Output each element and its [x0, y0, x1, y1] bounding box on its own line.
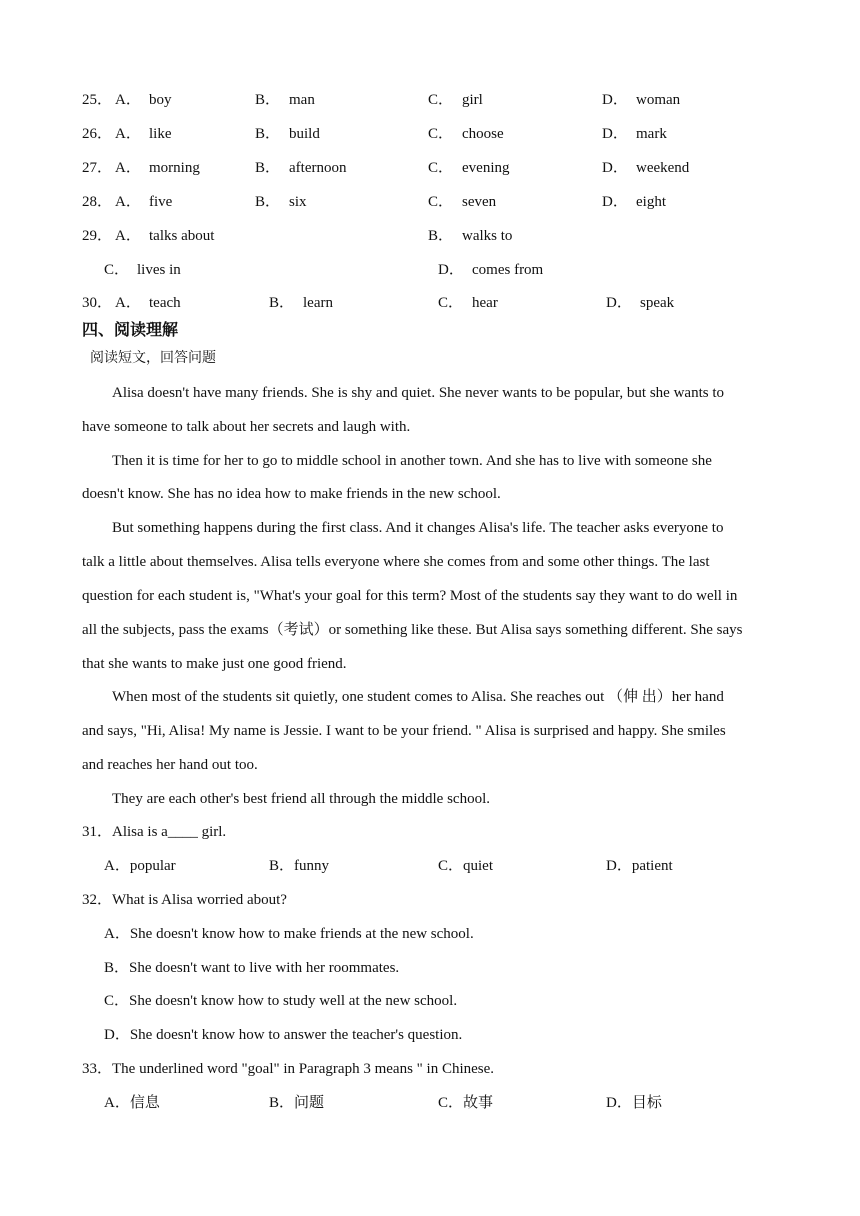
option-letter-d: D． — [602, 160, 628, 176]
option-b: man — [289, 92, 315, 108]
option-c: hear — [472, 295, 498, 311]
question-stem: 33．The underlined word "goal" in Paragraph 3 means " in Chinese. — [82, 1061, 495, 1077]
option-c: girl — [462, 92, 483, 108]
option-letter-b: B． — [255, 126, 281, 142]
option-b: walks to — [462, 228, 513, 244]
option-letter-c: C． — [428, 126, 454, 142]
option-letter-a: A． — [115, 228, 141, 244]
option-letter-a: A． — [115, 92, 141, 108]
option-d: mark — [636, 126, 667, 142]
option-d: D．She doesn't know how to answer the teacher's question. — [104, 1027, 463, 1043]
instruction-text: 阅读短文，回答问题 — [90, 350, 216, 366]
option-d: eight — [636, 194, 666, 210]
option-d: comes from — [472, 262, 544, 278]
option-letter-d: D． — [602, 92, 628, 108]
question-stem: 31．Alisa is a____ girl. — [82, 824, 227, 840]
option-d: D．patient — [606, 858, 673, 874]
option-b: B．问题 — [269, 1095, 325, 1111]
section-title: 四、阅读理解 — [82, 320, 179, 339]
option-c: C．故事 — [438, 1095, 494, 1111]
option-letter-c: C． — [428, 160, 454, 176]
option-letter-c: C． — [438, 295, 464, 311]
option-letter-a: A． — [115, 126, 141, 142]
option-d: D．目标 — [606, 1095, 662, 1111]
option-letter-b: B． — [255, 92, 281, 108]
option-letter-b: B． — [255, 160, 281, 176]
option-letter-c: C． — [428, 92, 454, 108]
question-stem: 32．What is Alisa worried about? — [82, 892, 287, 908]
option-letter-c: C． — [428, 194, 454, 210]
option-c: lives in — [137, 262, 181, 278]
option-letter-d: D． — [602, 126, 628, 142]
option-letter-d: D． — [438, 262, 464, 278]
question-number: 27． — [82, 160, 113, 176]
question-number: 25． — [82, 92, 113, 108]
passage-line: They are each other's best friend all through the middle school. — [112, 791, 490, 807]
passage-line: and says, "Hi, Alisa! My name is Jessie. I want to be your friend. " Alisa is surprised and happy. She smiles — [82, 723, 726, 739]
option-a: teach — [149, 295, 181, 311]
option-letter-c: C． — [104, 262, 130, 278]
passage-line: and reaches her hand out too. — [82, 757, 258, 773]
option-a: like — [149, 126, 172, 142]
passage-line: Then it is time for her to go to middle school in another town. And she has to live with someone she — [112, 453, 712, 469]
option-b: six — [289, 194, 307, 210]
option-letter-b: B． — [428, 228, 454, 244]
option-letter-d: D． — [602, 194, 628, 210]
option-c: C．She doesn't know how to study well at the new school. — [104, 993, 458, 1009]
passage-line: all the subjects, pass the exams（考试）or something like these. But Alisa says something different. She says — [82, 622, 743, 638]
question-number: 30． — [82, 295, 113, 311]
option-d: woman — [636, 92, 681, 108]
option-a: five — [149, 194, 173, 210]
option-c: seven — [462, 194, 497, 210]
option-a: A．popular — [104, 858, 176, 874]
option-letter-a: A． — [115, 295, 141, 311]
option-b: afternoon — [289, 160, 347, 176]
question-number: 29． — [82, 228, 113, 244]
passage-line: Alisa doesn't have many friends. She is shy and quiet. She never wants to be popular, but she wants to — [112, 385, 724, 401]
option-a: talks about — [149, 228, 215, 244]
option-b: B．funny — [269, 858, 330, 874]
passage-line: But something happens during the first class. And it changes Alisa's life. The teacher asks everyone to — [112, 520, 724, 536]
passage-line: doesn't know. She has no idea how to make friends in the new school. — [82, 486, 501, 502]
option-letter-a: A． — [115, 194, 141, 210]
option-a: A．She doesn't know how to make friends at the new school. — [104, 926, 474, 942]
passage-line: that she wants to make just one good friend. — [82, 656, 347, 672]
option-d: weekend — [636, 160, 690, 176]
option-a: boy — [149, 92, 172, 108]
option-c: evening — [462, 160, 510, 176]
question-number: 26． — [82, 126, 113, 142]
option-c: choose — [462, 126, 504, 142]
option-letter-b: B． — [255, 194, 281, 210]
option-a: morning — [149, 160, 200, 176]
option-b: B．She doesn't want to live with her roommates. — [104, 960, 400, 976]
question-number: 28． — [82, 194, 113, 210]
passage-line: question for each student is, "What's your goal for this term? Most of the students say they want to do well in — [82, 588, 738, 604]
option-d: speak — [640, 295, 675, 311]
option-letter-d: D． — [606, 295, 632, 311]
passage-line: talk a little about themselves. Alisa tells everyone where she comes from and some other things. The last — [82, 554, 710, 570]
option-a: A．信息 — [104, 1095, 160, 1111]
option-b: build — [289, 126, 320, 142]
option-b: learn — [303, 295, 333, 311]
option-letter-b: B． — [269, 295, 295, 311]
option-c: C．quiet — [438, 858, 493, 874]
passage-line: When most of the students sit quietly, one student comes to Alisa. She reaches out （伸 出）her hand — [112, 689, 724, 705]
option-letter-a: A． — [115, 160, 141, 176]
passage-line: have someone to talk about her secrets and laugh with. — [82, 419, 411, 435]
